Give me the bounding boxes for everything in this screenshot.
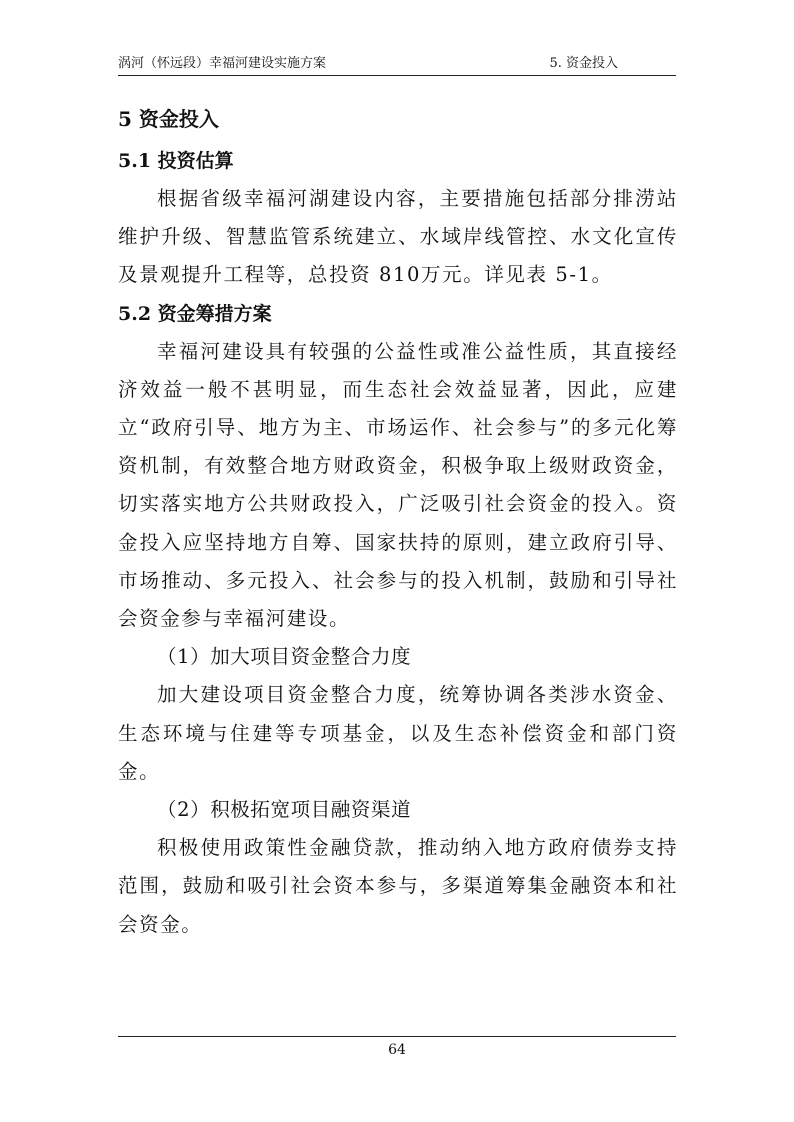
section-heading: 5 资金投入 [118,107,219,131]
footer-rule [118,1036,676,1037]
running-header [118,54,676,74]
paragraph-fund-integration: 加大建设项目资金整合力度，统筹协调各类涉水资金、生态环境与住建等专项基金，以及生态补偿资金和部门资金。 [118,683,678,783]
page-body [118,100,678,944]
subsection-heading-funding-plan: 5.2 资金筹措方案 [118,302,272,325]
paragraph-financing-channels: 积极使用政策性金融贷款，推动纳入地方政府债券支持范围，鼓励和吸引社会资本参与，多渠道筹集金融资本和社会资金。 [118,836,678,936]
header-chapter-title: 5. 资金投入 [549,56,618,71]
page-number: 64 [388,1042,406,1058]
paragraph-investment-estimate: 根据省级幸福河湖建设内容，主要措施包括部分排涝站维护升级、智慧监管系统建立、水域岸线管控、水文化宣传及景观提升工程等，总投资 810万元。详见表 5-1。 [118,187,678,287]
list-item-financing-channels: （2）积极拓宽项目融资渠道 [157,798,412,822]
subsection-heading-investment-estimate: 5.1 投资估算 [118,150,234,172]
header-document-title: 涡河（怀远段）幸福河建设实施方案 [118,56,327,71]
paragraph-funding-mechanism: 幸福河建设具有较强的公益性或准公益性质，其直接经济效益一般不甚明显，而生态社会效益显著，因此，应建立“政府引导、地方为主、市场运作、社会参与”的多元化筹资机制，有效整合地方财政资金，积极争取上级财政资金，切实落实地方公共财政投入，广泛吸引社会资金的投入。资金投入应坚持地方自筹、国家扶持的原则，建立政府引导、市场推动、多元投入、社会参与的投入机制，鼓励和引导社会资金参与幸福河建设。 [118,339,678,631]
list-item-fund-integration: （1）加大项目资金整合力度 [157,645,412,669]
header-rule [118,75,676,76]
